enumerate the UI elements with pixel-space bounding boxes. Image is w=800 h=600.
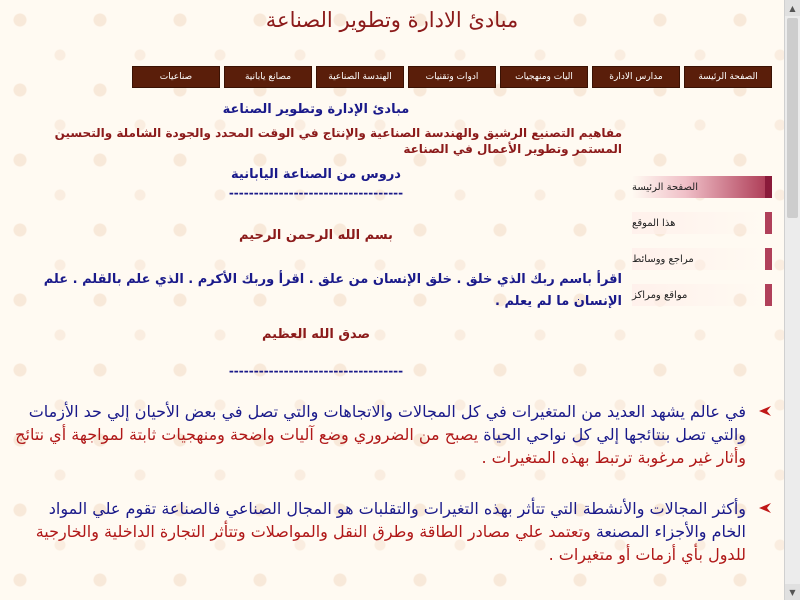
side-item-about[interactable]: هذا الموقع <box>632 212 772 234</box>
arrow-bullet-icon <box>758 501 772 515</box>
page-title: مبادئ الادارة وتطوير الصناعة <box>265 8 519 32</box>
scrollbar-thumb[interactable] <box>787 18 798 218</box>
content-subheading: مفاهيم التصنيع الرشيق والهندسة الصناعية والإنتاج في الوقت المحدد والجودة الشاملة والتحسين المستمر وتطوير الأعمال في الصناعة <box>54 126 622 156</box>
paragraph-2-blue: وأكثر المجالات والأنشطة التي تتأثر بهذه التغيرات والتقلبات هو المجال الصناعي فالصناعة تقوم علي المواد الخام والأجزاء المصنعة <box>48 499 746 541</box>
main-content <box>10 100 622 378</box>
scroll-down-arrow-icon[interactable]: ▼ <box>785 584 800 600</box>
nav-item-home[interactable]: الصفحة الرئيسة <box>684 66 772 88</box>
nav-item-industries[interactable]: صناعيات <box>132 66 220 88</box>
top-navigation <box>118 66 772 88</box>
vertical-scrollbar[interactable] <box>784 0 800 600</box>
nav-item-japanese-factories[interactable]: مصانع يابانية <box>224 66 312 88</box>
side-navigation <box>632 176 772 320</box>
closing-text: صدق الله العظيم <box>261 327 371 342</box>
arrow-bullet-icon <box>758 404 772 418</box>
side-item-home[interactable]: الصفحة الرئيسة <box>632 176 772 198</box>
nav-item-industrial-engineering[interactable]: الهندسة الصناعية <box>316 66 404 88</box>
divider-line-2: ----------------------------------- <box>228 364 404 378</box>
side-item-sites[interactable]: مواقع ومراكز <box>632 284 772 306</box>
nav-item-management-schools[interactable]: مدارس الادارة <box>592 66 680 88</box>
paragraph-2 <box>10 497 746 566</box>
verse-text: اقرأ باسم ربك الذي خلق . خلق الإنسان من علق . اقرأ وربك الأكرم . الذي علم بالقلم . علم الإنسان ما لم يعلم . <box>43 272 622 309</box>
nav-item-tools[interactable]: ادوات وتقنيات <box>408 66 496 88</box>
scroll-up-arrow-icon[interactable]: ▲ <box>785 0 800 16</box>
nav-item-mechanisms[interactable]: اليات ومنهجيات <box>500 66 588 88</box>
paragraph-2-red: وتعتمد علي مصادر الطاقة وطرق النقل والمواصلات وتتأثر التجارة الداخلية والخارجية للدول بأي أزمات أو متغيرات . <box>35 522 746 564</box>
paragraph-1-red: يصبح من الضروري وضع آليات واضحة ومنهجيات ثابتة لمواجهة أي نتائج وأثار غير مرغوبة ترتبط بهذه المتغيرات . <box>15 425 746 467</box>
paragraph-1 <box>10 400 746 469</box>
paragraph-1-blue: في عالم يشهد العديد من المتغيرات في كل المجالات والاتجاهات والتي تصل في بعض الأحيان إلي حد الأزمات والتي تصل بنتائجها إلي كل نواحي الحياة <box>28 402 746 444</box>
divider-line: ----------------------------------- <box>228 186 404 200</box>
content-heading: مبادئ الإدارة وتطوير الصناعة <box>222 102 410 117</box>
side-item-references[interactable]: مراجع ووسائط <box>632 248 772 270</box>
lessons-heading: دروس من الصناعة اليابانية <box>231 167 401 182</box>
basmala-text: بسم الله الرحمن الرحيم <box>239 228 393 243</box>
